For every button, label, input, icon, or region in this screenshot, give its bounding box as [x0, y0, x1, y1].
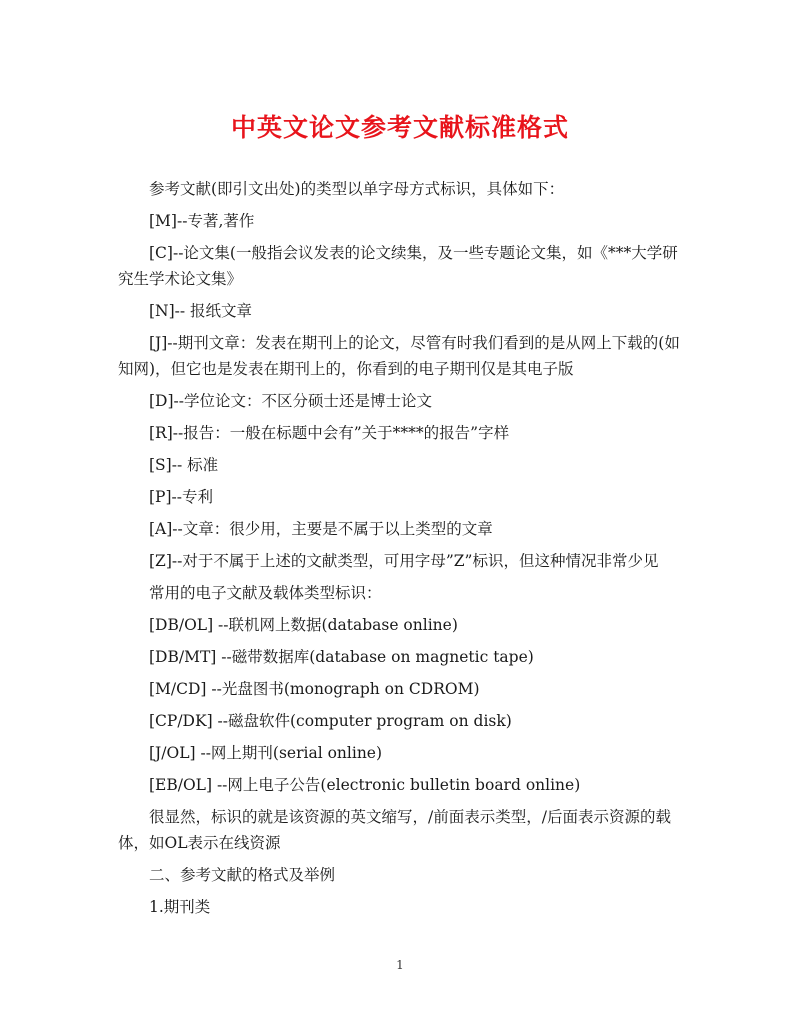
paragraph-j-ol: [J/OL] --网上期刊(serial online) [149, 744, 383, 762]
paragraph-type-s: [S]-- 标准 [149, 456, 219, 474]
paragraph-type-r: [R]--报告：一般在标题中会有”关于****的报告”字样 [149, 424, 510, 442]
paragraph-type-j: [J]--期刊文章：发表在期刊上的论文，尽管有时我们看到的是从网上下载的(如知网)，但它也是发表在期刊上的，你看到的电子期刊仅是其电子版 [118, 334, 680, 378]
subsection-heading-journals: 1.期刊类 [149, 898, 211, 916]
paragraph-db-mt: [DB/MT] --磁带数据库(database on magnetic tape) [149, 648, 534, 666]
page-number: 1 [396, 958, 404, 972]
document-title: 中英文论文参考文献标准格式 [230, 113, 569, 142]
section-heading-format: 二、参考文献的格式及举例 [149, 866, 336, 884]
paragraph-type-m: [M]--专著,著作 [149, 212, 255, 230]
paragraph-m-cd: [M/CD] --光盘图书(monograph on CDROM) [149, 680, 480, 698]
paragraph-type-z: [Z]--对于不属于上述的文献类型，可用字母”Z”标识，但这种情况非常少见 [149, 552, 659, 570]
paragraph-type-a: [A]--文章：很少用，主要是不属于以上类型的文章 [149, 520, 493, 538]
paragraph-type-d: [D]--学位论文：不区分硕士还是博士论文 [149, 392, 432, 410]
paragraph-intro: 参考文献(即引文出处)的类型以单字母方式标识，具体如下： [149, 180, 565, 198]
paragraph-db-ol: [DB/OL] --联机网上数据(database online) [149, 616, 458, 634]
paragraph-eb-ol: [EB/OL] --网上电子公告(electronic bulletin board online) [149, 776, 581, 794]
paragraph-type-p: [P]--专利 [149, 488, 213, 506]
paragraph-type-c: [C]--论文集(一般指会议发表的论文续集，及一些专题论文集，如《***大学研究生学术论文集》 [118, 244, 678, 288]
paragraph-explanation: 很显然，标识的就是该资源的英文缩写，/前面表示类型，/后面表示资源的载体，如OL表示在线资源 [118, 808, 671, 852]
paragraph-electronic-heading: 常用的电子文献及载体类型标识： [149, 584, 382, 602]
paragraph-cp-dk: [CP/DK] --磁盘软件(computer program on disk) [149, 712, 512, 730]
document-body [118, 176, 684, 926]
paragraph-type-n: [N]-- 报纸文章 [149, 302, 253, 320]
